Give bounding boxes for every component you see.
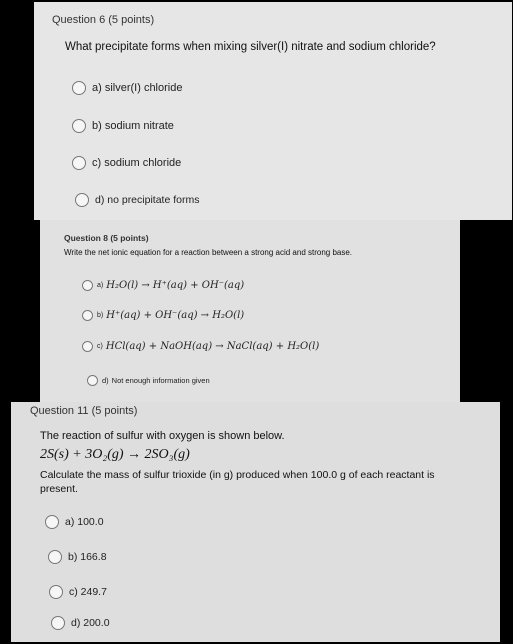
option-label: d) no precipitate forms: [95, 194, 200, 206]
radio-button[interactable]: [75, 193, 89, 207]
radio-button[interactable]: [82, 341, 93, 352]
q11-option-c[interactable]: [49, 585, 107, 599]
radio-button[interactable]: [72, 119, 86, 133]
q11-option-d[interactable]: [51, 616, 110, 630]
question-11-prompt: The reaction of sulfur with oxygen is shown below.: [40, 430, 285, 442]
q11-option-a[interactable]: [45, 515, 104, 529]
option-label: c) sodium chloride: [92, 157, 182, 169]
question-number: Question 11: [30, 405, 89, 417]
question-6-panel: [34, 2, 512, 220]
option-letter: a): [97, 282, 104, 289]
question-11-prompt-3: present.: [40, 483, 78, 495]
radio-button[interactable]: [87, 375, 98, 386]
reaction-equation: 2S(s) + 3O₂(g) → 2SO₃(g): [40, 447, 190, 462]
question-8-title: [64, 233, 149, 243]
q6-option-d[interactable]: [75, 193, 199, 207]
q8-option-d[interactable]: [87, 375, 210, 386]
radio-button[interactable]: [82, 310, 93, 321]
q8-option-b[interactable]: [82, 310, 244, 321]
question-points: (5 points): [91, 405, 138, 417]
option-letter: c): [97, 343, 103, 350]
question-11-panel: [11, 402, 500, 642]
q8-option-a[interactable]: [82, 280, 244, 291]
radio-button[interactable]: [72, 81, 86, 95]
option-letter: b): [97, 312, 104, 319]
q6-option-c[interactable]: [72, 156, 181, 170]
question-number: Question 6: [52, 14, 106, 26]
option-label: a) 100.0: [65, 516, 104, 528]
radio-button[interactable]: [51, 616, 65, 630]
option-label: d) 200.0: [71, 617, 110, 629]
option-label: c) 249.7: [69, 586, 107, 598]
option-label: b) sodium nitrate: [92, 120, 174, 132]
q11-option-b[interactable]: [48, 550, 107, 564]
q6-option-a[interactable]: [72, 81, 182, 95]
q8-option-c[interactable]: [82, 341, 319, 352]
question-11-title: [30, 405, 137, 417]
question-6-prompt: What precipitate forms when mixing silver(I) nitrate and sodium chloride?: [65, 41, 436, 53]
question-8-panel: [40, 220, 460, 402]
option-equation: HCl(aq) + NaOH(aq) → NaCl(aq) + H₂O(l): [105, 341, 320, 352]
question-6-title: [52, 14, 154, 26]
q6-option-b[interactable]: [72, 119, 174, 133]
question-points: (5 points): [110, 233, 149, 243]
option-label: b) 166.8: [68, 551, 107, 563]
option-label: Not enough information given: [111, 376, 210, 385]
question-points: (5 points): [108, 14, 155, 26]
radio-button[interactable]: [72, 156, 86, 170]
radio-button[interactable]: [49, 585, 63, 599]
radio-button[interactable]: [48, 550, 62, 564]
option-equation: H₂O(l) → H⁺(aq) + OH⁻(aq): [106, 280, 245, 291]
question-number: Question 8: [64, 233, 108, 243]
option-label: a) silver(I) chloride: [92, 82, 183, 94]
question-11-prompt-2: Calculate the mass of sulfur trioxide (in g) produced when 100.0 g of each reactant is: [40, 469, 435, 481]
radio-button[interactable]: [45, 515, 59, 529]
option-letter: d): [102, 376, 109, 385]
radio-button[interactable]: [82, 280, 93, 291]
option-equation: H⁺(aq) + OH⁻(aq) → H₂O(l): [106, 310, 245, 321]
question-8-prompt: Write the net ionic equation for a reaction between a strong acid and strong base.: [64, 248, 353, 257]
